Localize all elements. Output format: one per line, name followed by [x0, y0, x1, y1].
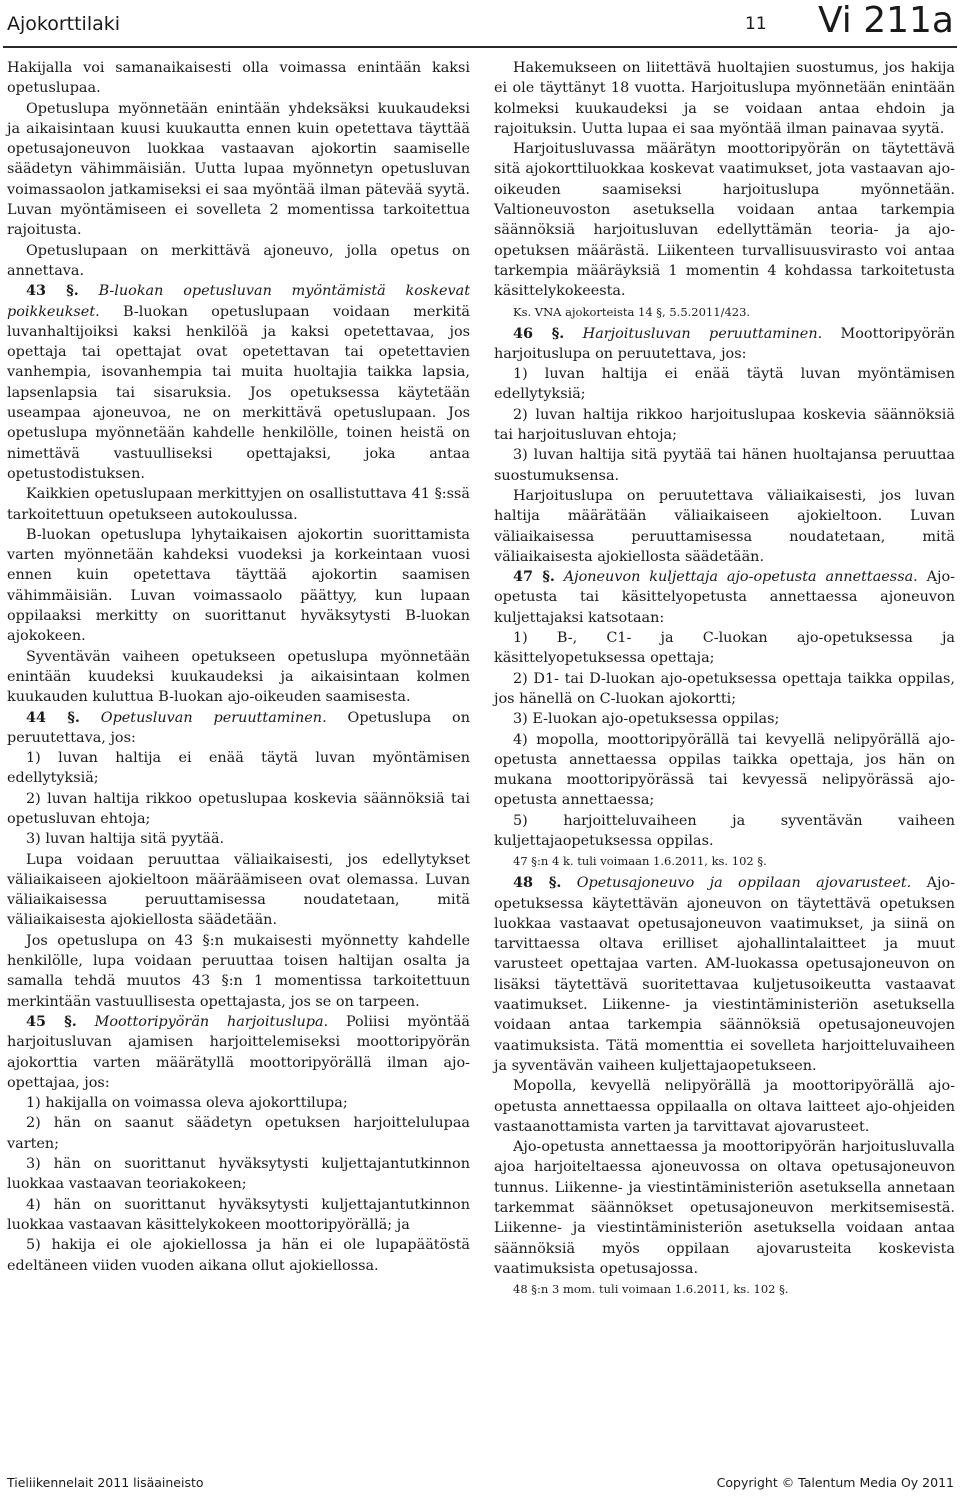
- paragraph: Opetuslupaan on merkittävä ajoneuvo, jolla opetus on annettava.: [7, 242, 470, 279]
- page-footer: [0, 1469, 960, 1496]
- list-item: 2) luvan haltija rikkoo harjoituslupaa koskevia säännöksiä tai harjoitusluvan ehtoja;: [494, 406, 955, 444]
- list-item: 1) luvan haltija ei enää täytä luvan myöntämisen edellytyksiä;: [7, 750, 470, 787]
- paragraph: B-luokan opetuslupa lyhytaikaisen ajokortin suorittamista varten myönnetään kahdeksi vuodeksi ja korkeintaan vuosi ennen kuin opetettava täyttää ajokortin saamisen vähimmäisiän. Luvan voimassaolo päättyy, kun lupaan oppilaaksi merkitty on suorittanut hyväksytysti B-luokan ajokokeen.: [7, 526, 470, 645]
- section-code: Vi 211a: [817, 0, 954, 41]
- section-title: Opetusajoneuvo ja oppilaan ajovarusteet.: [576, 875, 912, 892]
- list-item: 4) mopolla, moottoripyörällä tai kevyellä nelipyörällä ajo-opetusta annettaessa oppilas taikka opettaja, jos hän on mukana moottoripyörässä tai kevyessä nelipyörässä ajo-opetusta annettaessa;: [494, 731, 955, 809]
- paragraph: Hakijalla voi samanaikaisesti olla voimassa enintään kaksi opetuslupaa.: [7, 60, 470, 97]
- section-45: [7, 1012, 470, 1093]
- section-48: [494, 873, 955, 1076]
- section-text: Ajo-opetusta tai käsittelyopetusta annettaessa ajoneuvon kuljettajaksi katsotaan:: [494, 569, 955, 626]
- section-number: 43 §.: [26, 282, 79, 300]
- list-item: 5) hakija ei ole ajokiellossa ja hän ei ole lupapäätöstä edeltäneen viiden vuoden aikana ollut ajokiellossa.: [7, 1237, 470, 1274]
- list-item: 3) luvan haltija sitä pyytää.: [26, 831, 225, 848]
- paragraph: Syventävän vaiheen opetukseen opetuslupa myönnetään enintään kuudeksi kuukaudeksi ja aikaisintaan kolmen kuukauden kuluttua B-luokan ajo-oikeuden saamisesta.: [7, 648, 470, 706]
- list-item: 2) hän on saanut säädetyn opetuksen harjoittelulupaa varten;: [7, 1115, 470, 1152]
- section-number: 47 §.: [513, 568, 555, 586]
- paragraph: Mopolla, kevyellä nelipyörällä ja moottoripyörällä ajo-opetusta annettaessa oppilaalla on oltava laitteet ajo-ohjeiden vastaanottamista varten ja tarvittavat ajovarusteet.: [494, 1078, 955, 1135]
- reference-note: Ks. VNA ajokorteista 14 §, 5.5.2011/423.: [513, 304, 751, 319]
- section-text: Poliisi myöntää harjoitusluvan ajamisen harjoittelemiseksi moottoripyörän ajokorttia varten määrätyllä moottoripyörällä ilman ajo-opettajaa, jos:: [7, 1013, 470, 1091]
- footer-copyright: Copyright © Talentum Media Oy 2011: [716, 1475, 954, 1490]
- section-43: [7, 281, 470, 484]
- section-title: B-luokan opetusluvan myöntämistä koskevat poikkeukset.: [7, 283, 471, 320]
- effective-date-note: 47 §:n 4 k. tuli voimaan 1.6.2011, ks. 102 §.: [513, 854, 767, 869]
- paragraph: Harjoitusluvassa määrätyn moottoripyörän on täytettävä sitä ajokorttiluokkaa koskevat vaatimukset, jota vastaavan ajo-oikeuden saamiseksi harjoituslupa myönnetään. Valtioneuvoston asetuksella voidaan antaa tarkempia säännöksiä harjoitusluvan edellyttämän teoria- ja ajo-opetuksen määrästä. Liikenteen turvallisuusvirasto voi antaa tarkempia määräyksiä 1 momentin 4 kohdassa tarkoitetusta käsittelykokeesta.: [494, 141, 955, 300]
- page-number: 11: [745, 14, 767, 34]
- effective-date-note: 48 §:n 3 mom. tuli voimaan 1.6.2011, ks. 102 §.: [513, 1282, 789, 1297]
- section-title: Opetusluvan peruuttaminen.: [100, 709, 327, 726]
- section-number: 45 §.: [26, 1012, 77, 1030]
- section-title: Harjoitusluvan peruuttaminen.: [582, 325, 823, 342]
- list-item: 2) D1- tai D-luokan ajo-opetuksessa opettaja taikka oppilas, jos hänellä on C-luokan ajokortti;: [494, 670, 955, 707]
- list-item: 3) E-luokan ajo-opetuksessa oppilas;: [513, 711, 780, 728]
- paragraph: Kaikkien opetuslupaan merkittyjen on osallistuttava 41 §:ssä tarkoitettuun opetukseen autokoulussa.: [7, 486, 470, 523]
- footer-publication: Tieliikennelait 2011 lisäaineisto: [7, 1475, 204, 1490]
- paragraph: Hakemukseen on liitettävä huoltajien suostumus, jos hakija ei ole täyttänyt 18 vuotta. Harjoituslupa myönnetään enintään kolmeksi kuukaudeksi ja se voidaan antaa ehdoin ja rajoituksin. Uutta lupaa ei saa myöntää ilman painavaa syytä.: [494, 60, 955, 137]
- list-item: 5) harjoitteluvaiheen ja syventävän vaiheen kuljettajaopetuksessa oppilas.: [494, 812, 955, 849]
- section-number: 44 §.: [26, 708, 80, 726]
- page-header: [0, 0, 960, 46]
- paragraph: Ajo-opetusta annettaessa ja moottoripyörän harjoitusluvalla ajoa harjoiteltaessa ajoneuvossa on oltava opetusajoneuvon tunnus. Liikenne- ja viestintäministeriön asetuksella annetaan tarkemmat säännökset opetusajoneuvon merkitsemisestä. Liikenne- ja viestintäministeriön asetuksella voidaan antaa säännöksiä myös oppilaan ajovarusteita koskevista vaatimuksista opetusajossa.: [494, 1139, 955, 1277]
- left-column: [7, 58, 470, 1276]
- list-item: 1) B-, C1- ja C-luokan ajo-opetuksessa ja käsittelyopetuksessa opettaja;: [494, 630, 955, 667]
- section-text: Opetuslupa on peruutettava, jos:: [7, 709, 470, 746]
- list-item: 4) hän on suorittanut hyväksytysti kuljettajantutkinnon luokkaa vastaavan käsittelykokeen moottoripyörällä; ja: [7, 1196, 470, 1233]
- section-47: [494, 567, 955, 628]
- list-item: 1) luvan haltija ei enää täytä luvan myöntämisen edellytyksiä;: [494, 366, 955, 403]
- header-rule: [3, 46, 957, 48]
- section-text: Ajo-opetuksessa käytettävän ajoneuvon on täytettävä opetuksen luokkaa vastaavat opetusajoneuvon vaatimukset, ja siinä on tarvittaessa oltava erilliset ajohallintalaitteet ja muut varusteet opettajaa varten. AM-luokassa opetusajoneuvon on lisäksi täytettävä suoritettavaa kuljetusoikeutta vastaavat vaatimukset. Liikenne- ja viestintäministeriön asetuksella voidaan antaa tarkempia säännöksiä opetusajoneuvojen vaatimuksista. Tätä momenttia ei sovelleta harjoitteluvaiheen ja syventävän vaiheen kuljettajaopetukseen.: [494, 875, 956, 1074]
- paragraph: Lupa voidaan peruuttaa väliaikaisesti, jos edellytykset väliaikaiseen ajokieltoon määräämiseen ovat olemassa. Luvan väliaikaisessa peruuttamisessa noudatetaan, mitä väliaikaisesta ajokiellosta säädetään.: [7, 851, 470, 929]
- paragraph: Opetuslupa myönnetään enintään yhdeksäksi kuukaudeksi ja aikaisintaan kuusi kuukautta ennen kuin opetettava täyttää opetusajoneuvon luokkaa vastaavan ajokortin saamiselle säädetyn vähimmäisiän. Uutta lupaa myönnetyn opetusluvan voimassaolon jatkamiseksi ei saa myöntää ilman pätevää syytä. Luvan myöntämiseen ei sovelleta 2 momentissa tarkoitettua rajoitusta.: [7, 100, 470, 239]
- section-number: 46 §.: [513, 324, 565, 342]
- list-item: 1) hakijalla on voimassa oleva ajokorttilupa;: [26, 1095, 348, 1112]
- section-text: Moottoripyörän harjoituslupa on peruutettava, jos:: [494, 325, 956, 362]
- section-number: 48 §.: [513, 874, 562, 892]
- section-46: [494, 324, 955, 365]
- section-title: Moottoripyörän harjoituslupa.: [94, 1013, 329, 1030]
- right-column: [494, 58, 955, 1301]
- list-item: 3) luvan haltija sitä pyytää tai hänen huoltajansa peruuttaa suostumuksensa.: [494, 447, 955, 484]
- section-title: Ajoneuvon kuljettaja ajo-opetusta annettaessa.: [563, 569, 918, 586]
- paragraph: Harjoituslupa on peruutettava väliaikaisesti, jos luvan haltija määrätään väliaikaiseen ajokieltoon. Luvan väliaikaisessa peruuttamisessa noudatetaan, mitä väliaikaisesta ajokiellosta säädetään.: [494, 487, 955, 565]
- running-title: Ajokorttilaki: [7, 13, 121, 35]
- list-item: 3) hän on suorittanut hyväksytysti kuljettajantutkinnon luokkaa vastaavan teoriakokeen;: [7, 1156, 470, 1193]
- paragraph: Jos opetuslupa on 43 §:n mukaisesti myönnetty kahdelle henkilölle, lupa voidaan peruuttaa toisen haltijan osalta ja samalla tehdä muutos 43 §:n 1 momentissa tarkoitettuun merkintään vastuullisesta opettajasta, jos se on tarpeen.: [7, 932, 470, 1010]
- list-item: 2) luvan haltija rikkoo opetuslupaa koskevia säännöksiä tai opetusluvan ehtoja;: [7, 790, 470, 827]
- section-44: [7, 708, 470, 749]
- section-text: B-luokan opetuslupaan voidaan merkitä luvanhaltijoiksi kaksi henkilöä ja kaksi opetettavaa, jos opettaja tai opettajat ovat opetettavan tai opetettavien vanhempia, isovanhempia tai muita huoltajia taikka lapsia, lapsenlapsia tai sisaruksia. Jos opetuksessa käytetään useampaa ajoneuvoa, ne on merkittävä opetuslupaan. Jos opetuslupa myönnetään kahdelle henkilölle, toinen heistä on nimettävä vastuulliseksi opettajaksi, joka antaa opetustodistuksen.: [7, 303, 470, 482]
